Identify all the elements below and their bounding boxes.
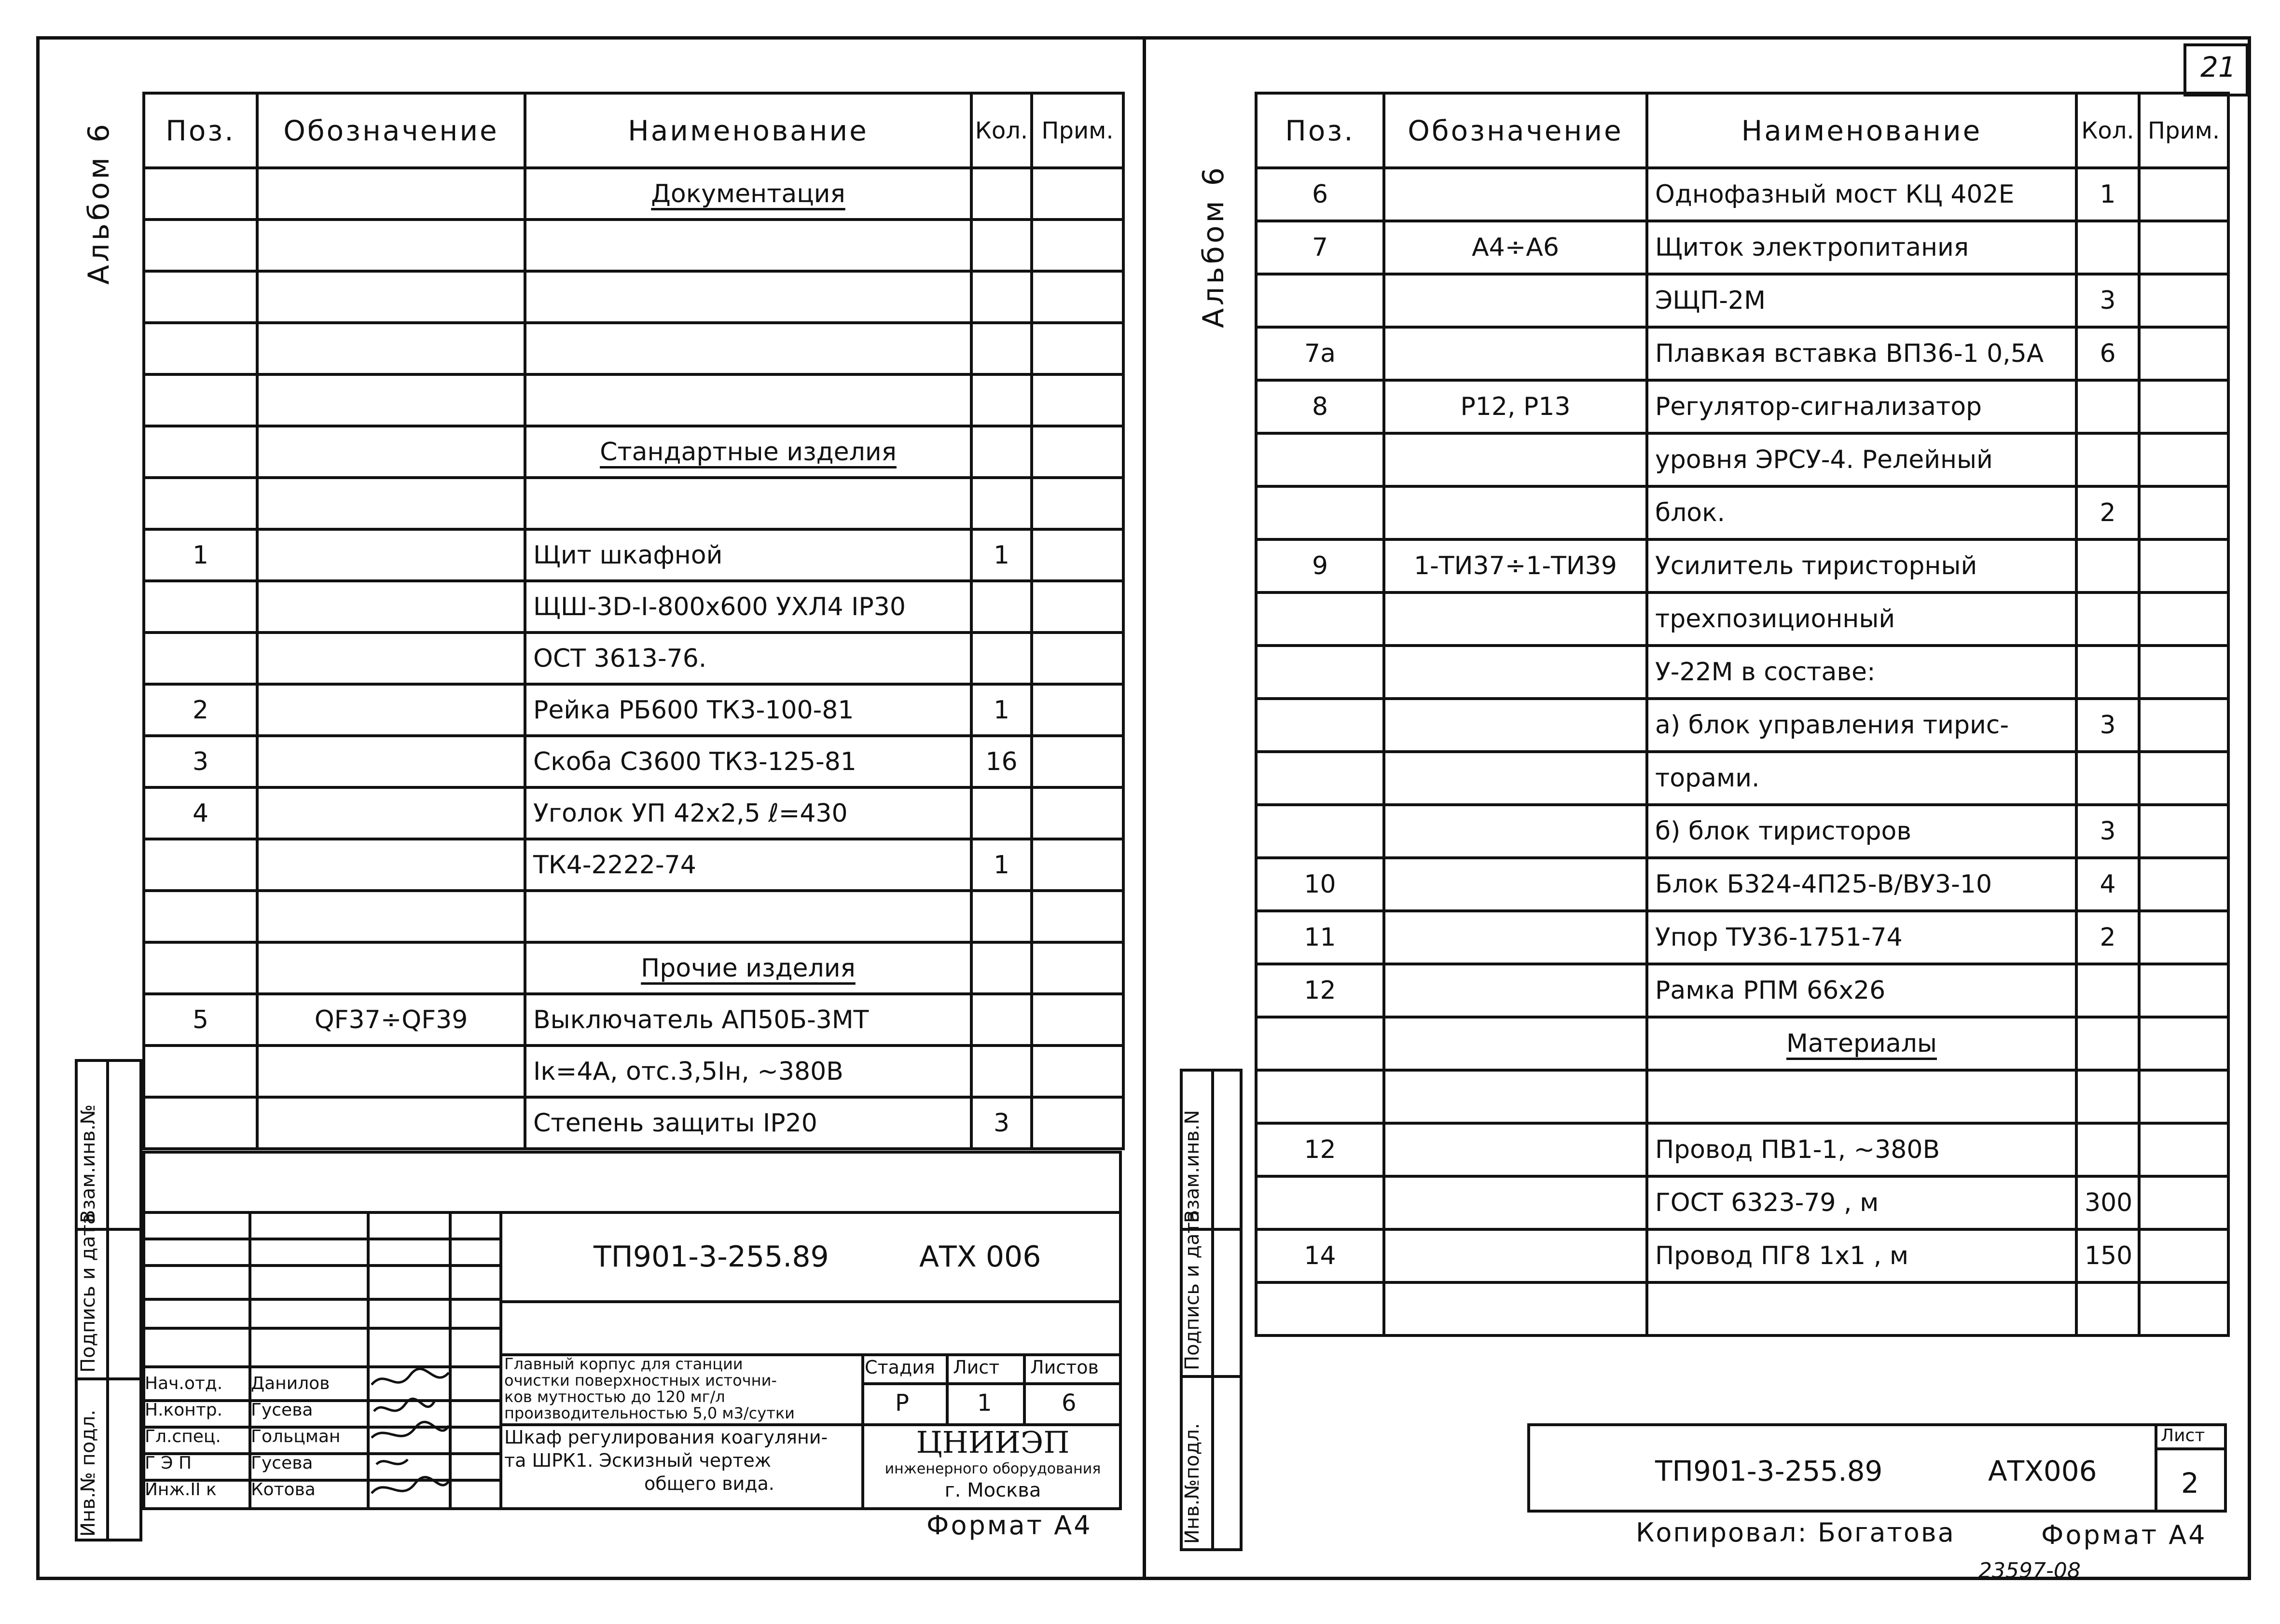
qty-cell <box>2076 1070 2139 1123</box>
designation-cell <box>1384 327 1647 380</box>
qty-cell <box>2076 539 2139 592</box>
name-cell: Материалы <box>1647 1017 2076 1070</box>
note-cell <box>1032 684 1123 736</box>
qty-cell <box>971 942 1032 994</box>
designation-cell <box>1384 858 1647 911</box>
table-row <box>1256 433 2228 486</box>
designation-cell <box>1384 1123 1647 1176</box>
name-cell: Однофазный мост КЦ 402Е <box>1647 168 2076 221</box>
table-row <box>1256 592 2228 646</box>
designation-cell <box>257 942 525 994</box>
table-row <box>1256 327 2228 380</box>
designation-cell <box>257 581 525 633</box>
table-row <box>1256 1229 2228 1282</box>
name-cell: уровня ЭРСУ-4. Релейный <box>1647 433 2076 486</box>
designation-cell: А4÷А6 <box>1384 221 1647 274</box>
table-row <box>1256 805 2228 858</box>
name-cell: ЩШ-3D-I-800х600 УХЛ4 IP30 <box>525 581 971 633</box>
designation-cell <box>1384 1176 1647 1229</box>
note-cell <box>2139 592 2228 646</box>
qty-cell <box>971 994 1032 1046</box>
note-cell <box>2139 699 2228 752</box>
name-cell: Уголок УП 42х2,5 ℓ=430 <box>525 787 971 839</box>
table-row <box>1256 221 2228 274</box>
designation-cell <box>257 1046 525 1097</box>
note-cell <box>2139 539 2228 592</box>
pos-cell: 4 <box>144 787 257 839</box>
table-row <box>1256 539 2228 592</box>
right-stamp-sheet-label: Лист <box>2161 1426 2205 1445</box>
designation-cell <box>1384 805 1647 858</box>
note-cell <box>2139 1123 2228 1176</box>
col-header-name: Наименование <box>525 93 971 168</box>
designation-cell <box>257 684 525 736</box>
qty-cell <box>2076 433 2139 486</box>
col-header-note: Прим. <box>1032 93 1123 168</box>
note-cell <box>2139 646 2228 699</box>
note-cell <box>2139 1229 2228 1282</box>
left-stamp-subtitle: Шкаф регулирования коагуляни- та ШРК1. Эскизный чертеж общего вида. <box>504 1427 828 1494</box>
right-side-replace-label: Взам.инв.N <box>1181 1110 1203 1223</box>
qty-cell <box>2076 1123 2139 1176</box>
pos-cell <box>144 374 257 426</box>
designation-cell <box>257 633 525 684</box>
left-side-inv-label: Инв.№ подл. <box>77 1409 99 1537</box>
table-row <box>1256 858 2228 911</box>
name-cell: Усилитель тиристорный <box>1647 539 2076 592</box>
pos-cell: 3 <box>144 736 257 787</box>
stamp-sheet-value: 1 <box>977 1390 992 1417</box>
note-cell <box>1032 736 1123 787</box>
name-cell: Стандартные изделия <box>525 426 971 478</box>
qty-cell: 1 <box>971 529 1032 581</box>
left-album-label: Альбом 6 <box>82 121 116 285</box>
table-row <box>1256 911 2228 964</box>
left-stamp-title: Главный корпус для станции очистки поверхностных источни- ков мутностью до 120 мг/л производительностью 5,0 м3/сутки <box>504 1355 795 1422</box>
table-row <box>144 478 1123 529</box>
note-cell <box>2139 274 2228 327</box>
pos-cell <box>1256 592 1384 646</box>
pos-cell <box>1256 1176 1384 1229</box>
archive-number: 23597-08 <box>1978 1558 2081 1583</box>
qty-cell <box>971 220 1032 271</box>
left-side-replace-label: Взам.инв.№ <box>77 1104 99 1223</box>
stamp-stage-value: Р <box>895 1390 909 1417</box>
name-cell <box>525 271 971 323</box>
pos-cell: 7а <box>1256 327 1384 380</box>
name-cell: Скоба С3600 ТК3-125-81 <box>525 736 971 787</box>
qty-cell <box>971 323 1032 374</box>
table-row <box>1256 699 2228 752</box>
designation-cell <box>1384 1070 1647 1123</box>
name-cell <box>525 220 971 271</box>
qty-cell <box>971 271 1032 323</box>
stamp-person-row: Г Э П Гусева <box>145 1453 313 1473</box>
note-cell <box>1032 839 1123 891</box>
note-cell <box>2139 168 2228 221</box>
name-cell: Рамка РПМ 66х26 <box>1647 964 2076 1017</box>
designation-cell <box>257 271 525 323</box>
note-cell <box>2139 327 2228 380</box>
pos-cell <box>1256 805 1384 858</box>
right-album-label: Альбом 6 <box>1197 165 1230 328</box>
pos-cell <box>144 581 257 633</box>
name-cell: Степень защиты IP20 <box>525 1097 971 1149</box>
right-doc-code: ТП901-3-255.89 <box>1655 1455 1883 1487</box>
pos-cell: 9 <box>1256 539 1384 592</box>
pos-cell <box>144 271 257 323</box>
qty-cell: 6 <box>2076 327 2139 380</box>
table-row <box>144 168 1123 220</box>
qty-cell: 4 <box>2076 858 2139 911</box>
pos-cell <box>1256 433 1384 486</box>
qty-cell: 300 <box>2076 1176 2139 1229</box>
table-row <box>144 220 1123 271</box>
designation-cell <box>257 736 525 787</box>
pos-cell <box>1256 646 1384 699</box>
table-row <box>1256 274 2228 327</box>
pos-cell <box>144 323 257 374</box>
stamp-person-row: Н.контр. Гусева <box>145 1400 313 1420</box>
col-header-note: Прим. <box>2139 93 2228 168</box>
note-cell <box>2139 1017 2228 1070</box>
pos-cell <box>1256 1282 1384 1335</box>
note-cell <box>1032 374 1123 426</box>
qty-cell: 3 <box>2076 699 2139 752</box>
note-cell <box>2139 964 2228 1017</box>
table-row <box>144 787 1123 839</box>
note-cell <box>1032 426 1123 478</box>
pos-cell: 6 <box>1256 168 1384 221</box>
name-cell <box>525 323 971 374</box>
table-row <box>144 994 1123 1046</box>
table-row <box>144 529 1123 581</box>
pos-cell <box>1256 752 1384 805</box>
designation-cell <box>257 891 525 942</box>
note-cell <box>2139 433 2228 486</box>
col-header-designation: Обозначение <box>1384 93 1647 168</box>
table-row <box>1256 1070 2228 1123</box>
qty-cell <box>2076 964 2139 1017</box>
note-cell <box>2139 911 2228 964</box>
table-row <box>1256 1017 2228 1070</box>
copied-by-label: Копировал: Богатова <box>1636 1517 1955 1548</box>
name-cell: б) блок тиристоров <box>1647 805 2076 858</box>
designation-cell <box>1384 274 1647 327</box>
pos-cell <box>144 633 257 684</box>
stamp-stage-label: Стадия <box>865 1357 935 1378</box>
name-cell <box>525 891 971 942</box>
sheet-number: 21 <box>2200 51 2236 83</box>
pos-cell: 7 <box>1256 221 1384 274</box>
pos-cell <box>1256 486 1384 539</box>
pos-cell: 1 <box>144 529 257 581</box>
qty-cell: 3 <box>2076 805 2139 858</box>
col-header-pos: Поз. <box>144 93 257 168</box>
pos-cell <box>144 478 257 529</box>
name-cell: Плавкая вставка ВП36-1 0,5А <box>1647 327 2076 380</box>
qty-cell <box>2076 646 2139 699</box>
col-header-qty: Кол. <box>971 93 1032 168</box>
pos-cell <box>144 168 257 220</box>
left-format-label: Формат А4 <box>926 1510 1092 1541</box>
qty-cell <box>2076 592 2139 646</box>
table-row <box>144 891 1123 942</box>
table-row <box>144 1097 1123 1149</box>
qty-cell <box>2076 1282 2139 1335</box>
pos-cell <box>144 942 257 994</box>
table-row <box>144 839 1123 891</box>
name-cell: Iк=4А, отс.3,5Iн, ~380В <box>525 1046 971 1097</box>
note-cell <box>2139 1070 2228 1123</box>
pos-cell: 5 <box>144 994 257 1046</box>
designation-cell <box>257 478 525 529</box>
note-cell <box>1032 787 1123 839</box>
pos-cell: 10 <box>1256 858 1384 911</box>
stamp-sheet-label: Лист <box>953 1357 1000 1378</box>
pos-cell <box>1256 1070 1384 1123</box>
left-stamp-people <box>145 1370 340 1503</box>
left-doc-code: ТП901-3-255.89 <box>594 1240 829 1274</box>
pos-cell <box>144 220 257 271</box>
table-row <box>1256 1282 2228 1335</box>
col-header-pos: Поз. <box>1256 93 1384 168</box>
note-cell <box>1032 942 1123 994</box>
col-header-qty: Кол. <box>2076 93 2139 168</box>
right-spec-table <box>1255 92 2230 1337</box>
designation-cell <box>257 1097 525 1149</box>
table-row <box>1256 1176 2228 1229</box>
table-row <box>144 426 1123 478</box>
designation-cell: QF37÷QF39 <box>257 994 525 1046</box>
stamp-person-row: Нач.отд. Данилов <box>145 1374 330 1393</box>
name-cell <box>525 478 971 529</box>
name-cell: торами. <box>1647 752 2076 805</box>
left-spec-table <box>142 92 1125 1150</box>
pos-cell <box>1256 274 1384 327</box>
stamp-person-row: Гл.спец. Гольцман <box>145 1427 341 1446</box>
designation-cell: 1-ТИ37÷1-ТИ39 <box>1384 539 1647 592</box>
table-row <box>1256 486 2228 539</box>
note-cell <box>1032 478 1123 529</box>
table-row <box>144 323 1123 374</box>
designation-cell <box>1384 1282 1647 1335</box>
table-row <box>144 736 1123 787</box>
qty-cell <box>2076 380 2139 433</box>
col-header-name: Наименование <box>1647 93 2076 168</box>
name-cell: трехпозиционный <box>1647 592 2076 646</box>
note-cell <box>2139 1176 2228 1229</box>
right-stamp-sheet-value: 2 <box>2181 1467 2199 1500</box>
table-row <box>144 1046 1123 1097</box>
designation-cell <box>1384 911 1647 964</box>
name-cell: Выключатель АП50Б-3МТ <box>525 994 971 1046</box>
qty-cell: 150 <box>2076 1229 2139 1282</box>
pos-cell <box>1256 1017 1384 1070</box>
name-cell: а) блок управления тирис- <box>1647 699 2076 752</box>
pos-cell: 11 <box>1256 911 1384 964</box>
pos-cell: 12 <box>1256 1123 1384 1176</box>
name-cell: Провод ПГ8 1х1 , м <box>1647 1229 2076 1282</box>
qty-cell: 2 <box>2076 911 2139 964</box>
note-cell <box>1032 581 1123 633</box>
name-cell: У-22М в составе: <box>1647 646 2076 699</box>
name-cell <box>525 374 971 426</box>
designation-cell <box>1384 433 1647 486</box>
name-cell: Документация <box>525 168 971 220</box>
table-row <box>144 942 1123 994</box>
qty-cell: 1 <box>971 684 1032 736</box>
table-row <box>1256 380 2228 433</box>
table-row <box>144 581 1123 633</box>
pos-cell: 14 <box>1256 1229 1384 1282</box>
note-cell <box>1032 633 1123 684</box>
note-cell <box>2139 380 2228 433</box>
table-row <box>1256 964 2228 1017</box>
pos-cell: 12 <box>1256 964 1384 1017</box>
name-cell: ОСТ 3613-76. <box>525 633 971 684</box>
note-cell <box>1032 271 1123 323</box>
left-doc-mark: АТХ 006 <box>919 1240 1041 1274</box>
table-row <box>144 374 1123 426</box>
stamp-sheets-label: Листов <box>1030 1357 1099 1378</box>
designation-cell <box>257 323 525 374</box>
note-cell <box>1032 994 1123 1046</box>
table-row <box>144 684 1123 736</box>
name-cell: ГОСТ 6323-79 , м <box>1647 1176 2076 1229</box>
name-cell: ЭЩП-2М <box>1647 274 2076 327</box>
pos-cell <box>144 891 257 942</box>
designation-cell <box>1384 964 1647 1017</box>
note-cell <box>2139 858 2228 911</box>
designation-cell <box>257 529 525 581</box>
designation-cell <box>1384 168 1647 221</box>
signature-scribbles <box>367 1365 454 1510</box>
name-cell: Щиток электропитания <box>1647 221 2076 274</box>
designation-cell <box>1384 646 1647 699</box>
qty-cell: 3 <box>971 1097 1032 1149</box>
name-cell: Упор ТУ36-1751-74 <box>1647 911 2076 964</box>
pos-cell <box>144 426 257 478</box>
note-cell <box>2139 221 2228 274</box>
pos-cell <box>144 1046 257 1097</box>
pos-cell <box>144 1097 257 1149</box>
qty-cell <box>2076 1017 2139 1070</box>
right-format-label: Формат А4 <box>2041 1520 2207 1550</box>
note-cell <box>2139 1282 2228 1335</box>
note-cell <box>2139 486 2228 539</box>
designation-cell <box>257 426 525 478</box>
note-cell <box>1032 168 1123 220</box>
designation-cell <box>1384 592 1647 646</box>
pos-cell <box>144 839 257 891</box>
note-cell <box>1032 529 1123 581</box>
qty-cell <box>971 168 1032 220</box>
qty-cell <box>971 581 1032 633</box>
qty-cell <box>971 787 1032 839</box>
note-cell <box>1032 1046 1123 1097</box>
qty-cell <box>971 478 1032 529</box>
table-row <box>1256 1123 2228 1176</box>
note-cell <box>1032 1097 1123 1149</box>
designation-cell <box>1384 699 1647 752</box>
qty-cell: 1 <box>971 839 1032 891</box>
name-cell: Прочие изделия <box>525 942 971 994</box>
name-cell: Щит шкафной <box>525 529 971 581</box>
qty-cell <box>2076 221 2139 274</box>
note-cell <box>1032 891 1123 942</box>
qty-cell <box>971 633 1032 684</box>
designation-cell: Р12, Р13 <box>1384 380 1647 433</box>
qty-cell: 16 <box>971 736 1032 787</box>
table-row <box>1256 646 2228 699</box>
qty-cell <box>971 1046 1032 1097</box>
note-cell <box>2139 805 2228 858</box>
stamp-person-row: Инж.II к Котова <box>145 1480 316 1500</box>
table-row <box>144 271 1123 323</box>
left-side-sign-label: Подпись и дата <box>77 1212 99 1373</box>
name-cell: Провод ПВ1-1, ~380В <box>1647 1123 2076 1176</box>
name-cell: Блок Б324-4П25-В/ВУ3-10 <box>1647 858 2076 911</box>
name-cell <box>1647 1282 2076 1335</box>
stamp-sheets-value: 6 <box>1062 1390 1077 1417</box>
designation-cell <box>1384 752 1647 805</box>
designation-cell <box>257 374 525 426</box>
note-cell <box>1032 323 1123 374</box>
pos-cell <box>1256 699 1384 752</box>
left-stamp-org: ЦНИИЭП инженерного оборудования г. Москва <box>884 1425 1101 1501</box>
designation-cell <box>257 839 525 891</box>
qty-cell <box>971 426 1032 478</box>
name-cell: Регулятор-сигнализатор <box>1647 380 2076 433</box>
name-cell: ТК4-2222-74 <box>525 839 971 891</box>
designation-cell <box>1384 1017 1647 1070</box>
designation-cell <box>1384 1229 1647 1282</box>
name-cell: Рейка РБ600 ТК3-100-81 <box>525 684 971 736</box>
designation-cell <box>257 220 525 271</box>
qty-cell: 3 <box>2076 274 2139 327</box>
table-row <box>144 633 1123 684</box>
qty-cell <box>971 374 1032 426</box>
note-cell <box>1032 220 1123 271</box>
pos-cell: 2 <box>144 684 257 736</box>
table-row <box>1256 168 2228 221</box>
right-side-inv-label: Инв.№подл. <box>1181 1423 1203 1544</box>
right-side-sign-label: Подпись и дата <box>1181 1210 1203 1370</box>
table-row <box>1256 752 2228 805</box>
designation-cell <box>257 787 525 839</box>
name-cell: блок. <box>1647 486 2076 539</box>
name-cell <box>1647 1070 2076 1123</box>
designation-cell <box>257 168 525 220</box>
qty-cell: 1 <box>2076 168 2139 221</box>
note-cell <box>2139 752 2228 805</box>
qty-cell <box>2076 752 2139 805</box>
pos-cell: 8 <box>1256 380 1384 433</box>
qty-cell <box>971 891 1032 942</box>
designation-cell <box>1384 486 1647 539</box>
col-header-designation: Обозначение <box>257 93 525 168</box>
qty-cell: 2 <box>2076 486 2139 539</box>
right-doc-mark: АТХ006 <box>1988 1455 2097 1487</box>
